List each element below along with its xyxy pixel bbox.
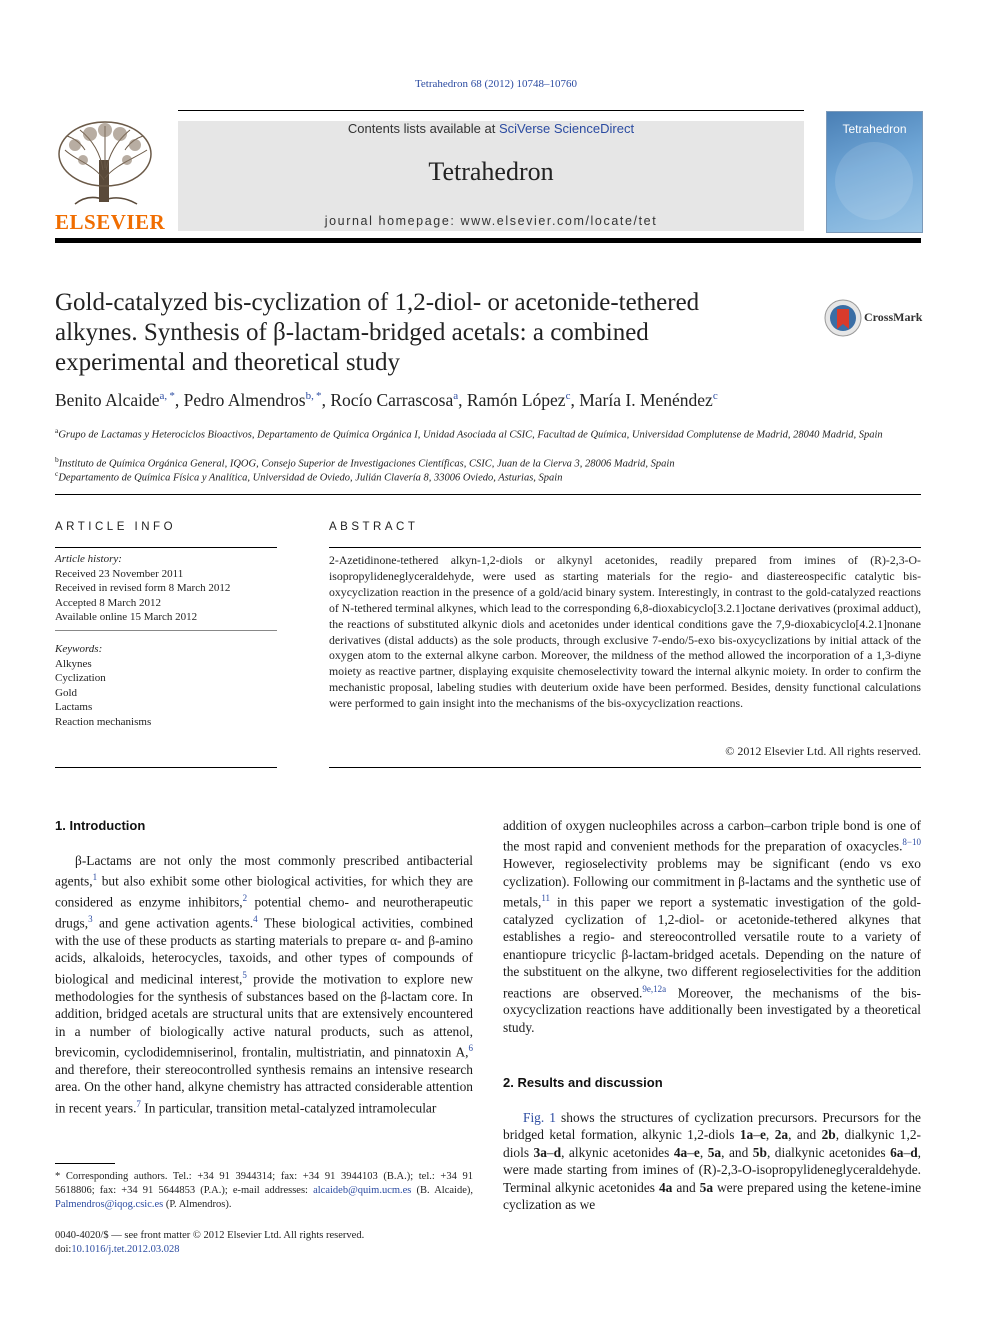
- intro-paragraph-1: [55, 852, 473, 1117]
- email-link-almendros[interactable]: Palmendros@iqog.csic.es: [55, 1199, 164, 1210]
- reference-citation[interactable]: 1: [92, 872, 98, 883]
- cover-graphic: [835, 142, 913, 220]
- reference-citation[interactable]: 3: [88, 914, 93, 925]
- journal-cover-thumbnail[interactable]: [826, 111, 923, 233]
- email-link-alcaide[interactable]: alcaideb@quim.ucm.es: [313, 1185, 412, 1196]
- footnote-end: (P. Almendros).: [163, 1199, 232, 1210]
- compound-label: d: [910, 1144, 918, 1160]
- text-run: provide the motivation to explore new methodologies for the synthesis of substances based on the β-lactam core. In addition, bridged acetals are structural units that are extensively encountered in a number of biologically active natural products, such as attenol, brevicomin, cyclodidemniserinol, frontalin, multistriatin, and pinnatoxin A,: [55, 971, 473, 1060]
- text-run: , and: [721, 1144, 753, 1160]
- text-run: ,: [765, 1127, 775, 1143]
- contents-prefix: Contents lists available at: [347, 121, 499, 136]
- reference-citation[interactable]: 9e,12a: [642, 983, 667, 994]
- author-name[interactable]: Pedro Almendros: [183, 390, 306, 410]
- crossmark-badge[interactable]: [824, 297, 924, 339]
- crossmark-label: CrossMark: [864, 310, 923, 324]
- text-run: and gene activation agents.: [92, 915, 254, 931]
- author-affiliation-marker[interactable]: b, *: [305, 390, 322, 403]
- author-separator: ,: [174, 390, 184, 410]
- author-separator: ,: [458, 390, 467, 410]
- affiliation-c: [55, 467, 921, 486]
- header-rule-top: [178, 110, 804, 111]
- section-heading-results: 2. Results and discussion: [503, 1075, 663, 1090]
- journal-title: Tetrahedron: [428, 157, 554, 186]
- article-info-rule: [55, 547, 277, 548]
- doi-line: [55, 1243, 473, 1257]
- abstract-text: 2-Azetidinone-tethered alkyn-1,2-diols or alkynyl acetonides, readily prepared from imines of (R)-2,3-O-isopropylideneglyceraldehyde, were used as starting materials for the regio- and diastereospecific catalytic bis-oxycyclization reaction in the presence of a gold/acid binary system. Interestingly, in contrast to the gold-catalyzed reactions of N-tethered terminal alkynes, which lead to the corresponding 6,8-dioxabicyclo[3.2.1]octane derivatives (proximal adduct), the reactions of substituted alkynic diols and acetonides under identical conditions gave the 7,9-dioxabicyclo[4.2.1]nonane derivatives (distal adducts) as the sole products, through exclusive 7-endo/5-exo bis-oxycyclizations by initial attack of the oxygen atom to the external alkyne carbon. Moreover, the mildness of the method allowed the incorporation of a 1,3-diyne moiety as reactive partner, displaying exquisite chemoselectivity toward the internal alkynic moiety. In order to confirm the mechanistic proposal, labeling studies with deuterium oxide have been performed. Besides, density functional calculations were performed to gain insight into the mechanisms of the bis-oxycyclization reactions.: [329, 553, 921, 711]
- history-accepted: Accepted 8 March 2012: [55, 596, 161, 609]
- compound-label: 1a: [739, 1127, 754, 1143]
- text-run: β-Lactams are not only the most commonly prescribed antibacterial agents,: [55, 853, 473, 889]
- keyword-item: Reaction mechanisms: [55, 715, 152, 728]
- text-run: were prepared using the ketene-imine cyclization as we: [503, 1179, 922, 1213]
- history-revised: Received in revised form 8 March 2012: [55, 582, 231, 594]
- keywords-label: Keywords:: [55, 643, 103, 655]
- reference-citation[interactable]: 2: [242, 893, 248, 904]
- compound-label: 2b: [821, 1127, 836, 1143]
- affiliation-text: Grupo de Lactamas y Heterociclos Bioactivos, Departamento de Química Orgánica I, Unidad Asociada al CSIC, Facultad de Química, Universidad Complutense de Madrid, 28040 Madrid, Spain: [58, 429, 883, 441]
- compound-label: 4a: [673, 1144, 688, 1160]
- abstract-bottom-rule: [329, 767, 921, 768]
- compound-label: 5a: [707, 1144, 722, 1160]
- text-run: –: [903, 1144, 911, 1160]
- reference-citation[interactable]: 7: [136, 1098, 141, 1109]
- keyword-item: Lactams: [55, 701, 93, 713]
- history-received: Received 23 November 2011: [55, 567, 184, 580]
- sciencedirect-link[interactable]: SciVerse ScienceDirect: [498, 121, 635, 136]
- text-run: However, regioselectivity problems may be significant (endo vs exo cyclization). Following our commitment in β-lactams and the synthetic use of metals,: [503, 856, 921, 910]
- journal-citation[interactable]: Tetrahedron 68 (2012) 10748–10760: [414, 78, 578, 90]
- affiliation-divider: [55, 494, 921, 495]
- text-run: and: [672, 1179, 700, 1195]
- elsevier-wordmark[interactable]: ELSEVIER: [55, 210, 166, 234]
- author-separator: ,: [321, 390, 331, 410]
- intro-paragraph-2: [503, 817, 921, 1036]
- affiliation-marker: c: [55, 469, 59, 478]
- corresponding-author-footnote: [55, 1170, 473, 1212]
- author-affiliation-marker[interactable]: a: [453, 390, 459, 403]
- author-separator: ,: [570, 390, 580, 410]
- author-name[interactable]: Benito Alcaide: [55, 390, 160, 410]
- compound-label: 6a: [890, 1144, 904, 1160]
- text-run: , dialkynic 1,2-diols: [503, 1127, 921, 1160]
- author-name[interactable]: María I. Menéndez: [579, 390, 713, 410]
- text-run: , were made starting from imines of (R)-2,3-O-isopropylideneglyceraldehyde. Terminal alkynic acetonides: [503, 1144, 921, 1195]
- affiliation-text: Departamento de Química Física y Analítica, Universidad de Oviedo, Julián Clavería 8, 33006 Oviedo, Asturias, Spain: [58, 472, 563, 484]
- text-run: In particular, transition metal-catalyzed intramolecular: [140, 1100, 437, 1116]
- reference-citation[interactable]: 11: [541, 893, 550, 904]
- text-run: addition of oxygen nucleophiles across a carbon–carbon triple bond is one of the most rapid and convenient methods for the preparation of oxacycles.: [503, 818, 921, 854]
- keyword-item: Gold: [55, 686, 77, 699]
- author-name[interactable]: Ramón López: [466, 390, 566, 410]
- article-info-bottom-rule: [55, 767, 277, 768]
- text-run: and therefore, their stereocontrolled synthesis remains an intensive research area. On the other hand, alkyne chemistry has attracted considerable attention in recent years.: [55, 1061, 473, 1116]
- affiliation-marker: b: [55, 455, 59, 464]
- author-name[interactable]: Rocío Carrascosa: [330, 390, 454, 410]
- journal-masthead: [178, 121, 804, 231]
- text-run: These biological activities, combined with the use of these products as starting materials to prepare α- and β-amino acids, alkaloids, heterocycles, taxoids, and other types of compounds of biological and medicinal interest,: [55, 915, 473, 987]
- intro-column-left: [55, 852, 473, 1117]
- paper-title: Gold-catalyzed bis-cyclization of 1,2-diol- or acetonide-tethered alkynes. Synthesis of β-lactam-bridged acetals: a combined experimental and theoretical study: [55, 289, 700, 376]
- abstract-copyright: © 2012 Elsevier Ltd. All rights reserved.: [725, 744, 921, 758]
- results-paragraph-1: [503, 1109, 921, 1213]
- text-run: –: [546, 1144, 554, 1160]
- compound-label: e: [693, 1144, 700, 1160]
- compound-label: e: [759, 1127, 766, 1143]
- reference-citation[interactable]: 6: [468, 1042, 473, 1053]
- article-history: [55, 552, 277, 625]
- history-online: Available online 15 March 2012: [55, 611, 198, 623]
- text-run: , and: [788, 1127, 822, 1143]
- history-label: Article history:: [55, 553, 122, 565]
- compound-label: 3a: [533, 1144, 547, 1160]
- crossmark-icon: [824, 299, 862, 337]
- text-run: in this paper we report a systematic investigation of the gold-catalyzed cyclization of 1,2-diol- or acetonide-tethered alkynes that establishes a regio- and stereocontrolled versatile route to a variety of enantiopure tricyclic β-lactam-bridged acetals. Depending on the nature of the substituent on the alkyne, two different regioselectivities for the addition reactions are observed.: [503, 894, 921, 1001]
- author-affiliation-marker[interactable]: a, *: [159, 390, 175, 403]
- doi-prefix: doi:: [55, 1244, 72, 1255]
- keywords: [55, 642, 277, 729]
- cover-title: Tetrahedron: [842, 122, 907, 136]
- header-rule-thick: [55, 238, 921, 243]
- reference-citation[interactable]: 5: [242, 969, 247, 980]
- intro-column-right: [503, 817, 921, 1036]
- affiliation-a: [55, 424, 921, 443]
- text-run: but also exhibit some other biological activities, for which they are considered as enzyme inhibitors,: [55, 873, 473, 910]
- article-info-heading: ARTICLE INFO: [55, 521, 177, 533]
- text-run: , alkynic acetonides: [561, 1144, 674, 1160]
- text-run: –: [753, 1127, 760, 1143]
- compound-label: 2a: [774, 1127, 789, 1143]
- elsevier-tree-logo: [55, 120, 155, 208]
- results-column: [503, 1109, 921, 1213]
- reference-citation[interactable]: 8−10: [902, 837, 921, 848]
- journal-homepage[interactable]: journal homepage: www.elsevier.com/locate/tet: [324, 214, 658, 228]
- author-list: [55, 390, 718, 411]
- reference-citation[interactable]: 4: [253, 914, 258, 925]
- compound-label: 4a: [658, 1179, 673, 1195]
- figure-link[interactable]: Fig. 1: [523, 1110, 556, 1125]
- text-run: shows the structures of cyclization precursors. Precursors for the bridged ketal formation, alkynic 1,2-diols: [503, 1110, 921, 1143]
- author-affiliation-marker[interactable]: c: [565, 390, 571, 403]
- issn-line: 0040-4020/$ — see front matter © 2012 Elsevier Ltd. All rights reserved.: [55, 1230, 365, 1241]
- contents-line: [178, 121, 804, 136]
- author-affiliation-marker[interactable]: c: [712, 390, 718, 403]
- keywords-rule: [55, 630, 277, 631]
- affiliation-text: Instituto de Química Orgánica General, IQOG, Consejo Superior de Investigaciones Científicas, CSIC, Juan de la Cierva 3, 28006 Madrid, Spain: [58, 458, 675, 470]
- compound-label: 5b: [752, 1144, 767, 1160]
- footnote-mid: (B. Alcaide),: [411, 1185, 473, 1196]
- footnote-rule: [55, 1163, 115, 1164]
- text-run: , dialkynic acetonides: [766, 1144, 891, 1160]
- text-run: Moreover, the mechanisms of the bis-oxycyclization reactions have additionally been investigated by a theoretical study.: [503, 985, 922, 1035]
- affiliation-marker: a: [55, 426, 59, 435]
- footnote-text: * Corresponding authors. Tel.: +34 91 3944314; fax: +34 91 3944103 (B.A.); tel.: +34 91 5618806; fax: +34 91 5644853 (P.A.); e-mail addresses:: [55, 1171, 473, 1196]
- section-heading-introduction: 1. Introduction: [55, 818, 146, 833]
- keyword-item: Alkynes: [55, 657, 92, 670]
- keyword-item: Cyclization: [55, 672, 106, 684]
- compound-label: d: [553, 1144, 562, 1160]
- text-run: ,: [699, 1144, 708, 1160]
- compound-label: 5a: [699, 1179, 714, 1195]
- doi-link[interactable]: 10.1016/j.tet.2012.03.028: [71, 1244, 180, 1255]
- text-run: potential chemo- and neurotherapeutic drugs,: [55, 894, 473, 931]
- abstract-rule: [329, 547, 921, 548]
- abstract-heading: ABSTRACT: [329, 521, 419, 533]
- text-run: –: [687, 1144, 694, 1160]
